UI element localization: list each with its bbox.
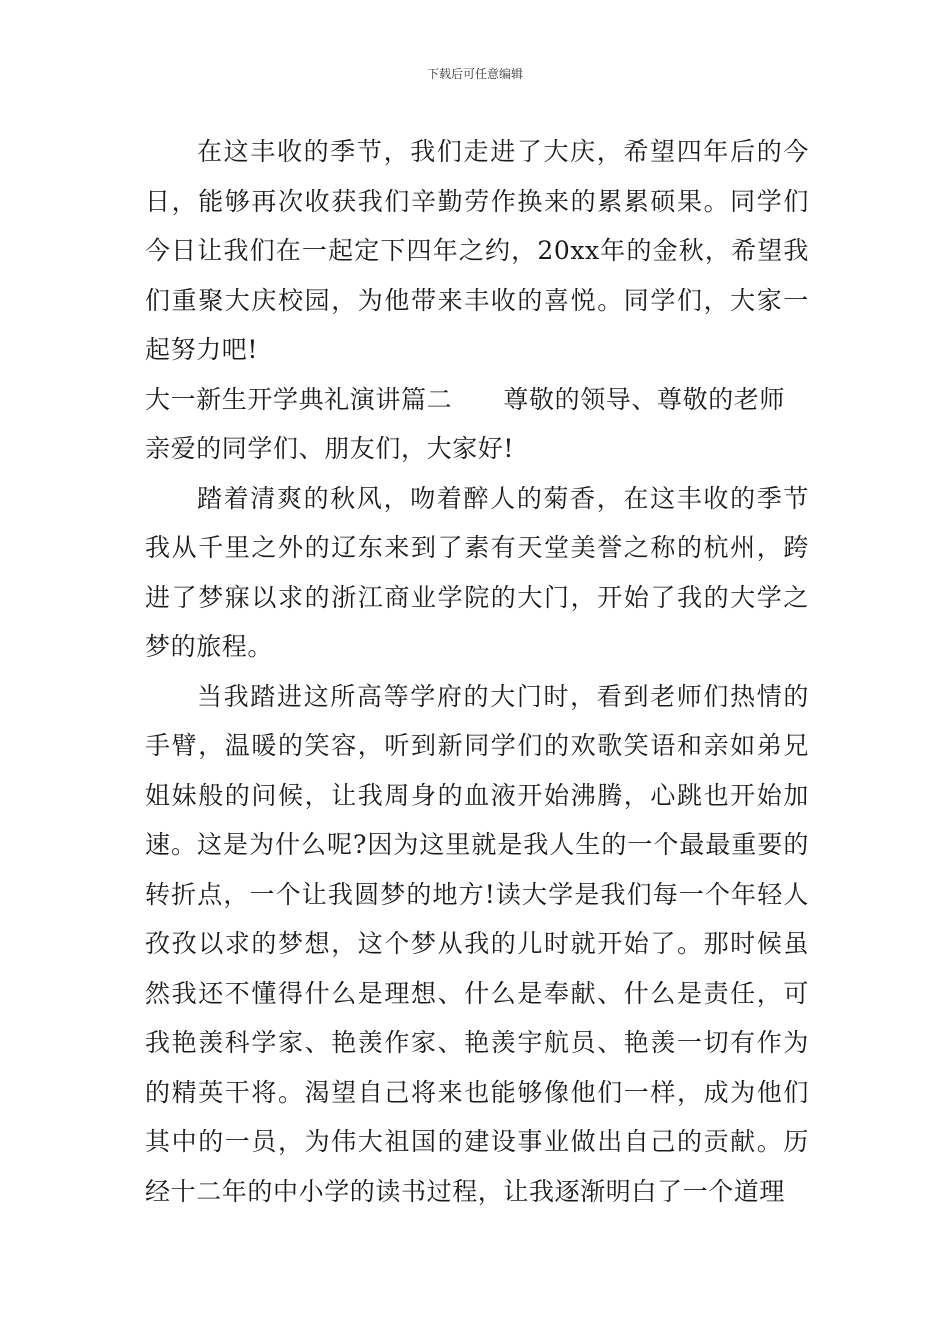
document-body xyxy=(145,127,809,1216)
greeting-line: 亲爱的同学们、朋友们，大家好! xyxy=(145,434,515,463)
header-text: 下载后可任意编辑 xyxy=(426,67,523,81)
paragraph-1: 在这丰收的季节，我们走进了大庆，希望四年后的今日，能够再次收获我们辛勤劳作换来的累累硕果。同学们今日让我们在一起定下四年之约，20xx年的金秋，希望我们重聚大庆校园，为他带来丰收的喜悦。同学们，大家一起努力吧! xyxy=(145,137,809,364)
page-header xyxy=(0,66,950,82)
paragraph-2: 踏着清爽的秋风，吻着醉人的菊香，在这丰收的季节我从千里之外的辽东来到了素有天堂美誉之称的杭州，跨进了梦寐以求的浙江商业学院的大门，开始了我的大学之梦的旅程。 xyxy=(145,483,809,661)
section-heading-line: 大一新生开学典礼演讲篇二 尊敬的领导、尊敬的老师 xyxy=(145,384,786,414)
paragraph-3: 当我踏进这所高等学府的大门时，看到老师们热情的手臂，温暖的笑容，听到新同学们的欢歌笑语和亲如弟兄姐妹般的问候，让我周身的血液开始沸腾，心跳也开始加速。这是为什么呢?因为这里就是我人生的一个最最重要的转折点，一个让我圆梦的地方!读大学是我们每一个年轻人孜孜以求的梦想，这个梦从我的儿时就开始了。那时候虽然我还不懂得什么是理想、什么是奉献、什么是责任，可我艳羡科学家、艳羡作家、艳羡宇航员、艳羡一切有作为的精英干将。渴望自己将来也能够像他们一样，成为他们其中的一员，为伟大祖国的建设事业做出自己的贡献。历经十二年的中小学的读书过程，让我逐渐明白了一个道理 xyxy=(145,681,809,1206)
